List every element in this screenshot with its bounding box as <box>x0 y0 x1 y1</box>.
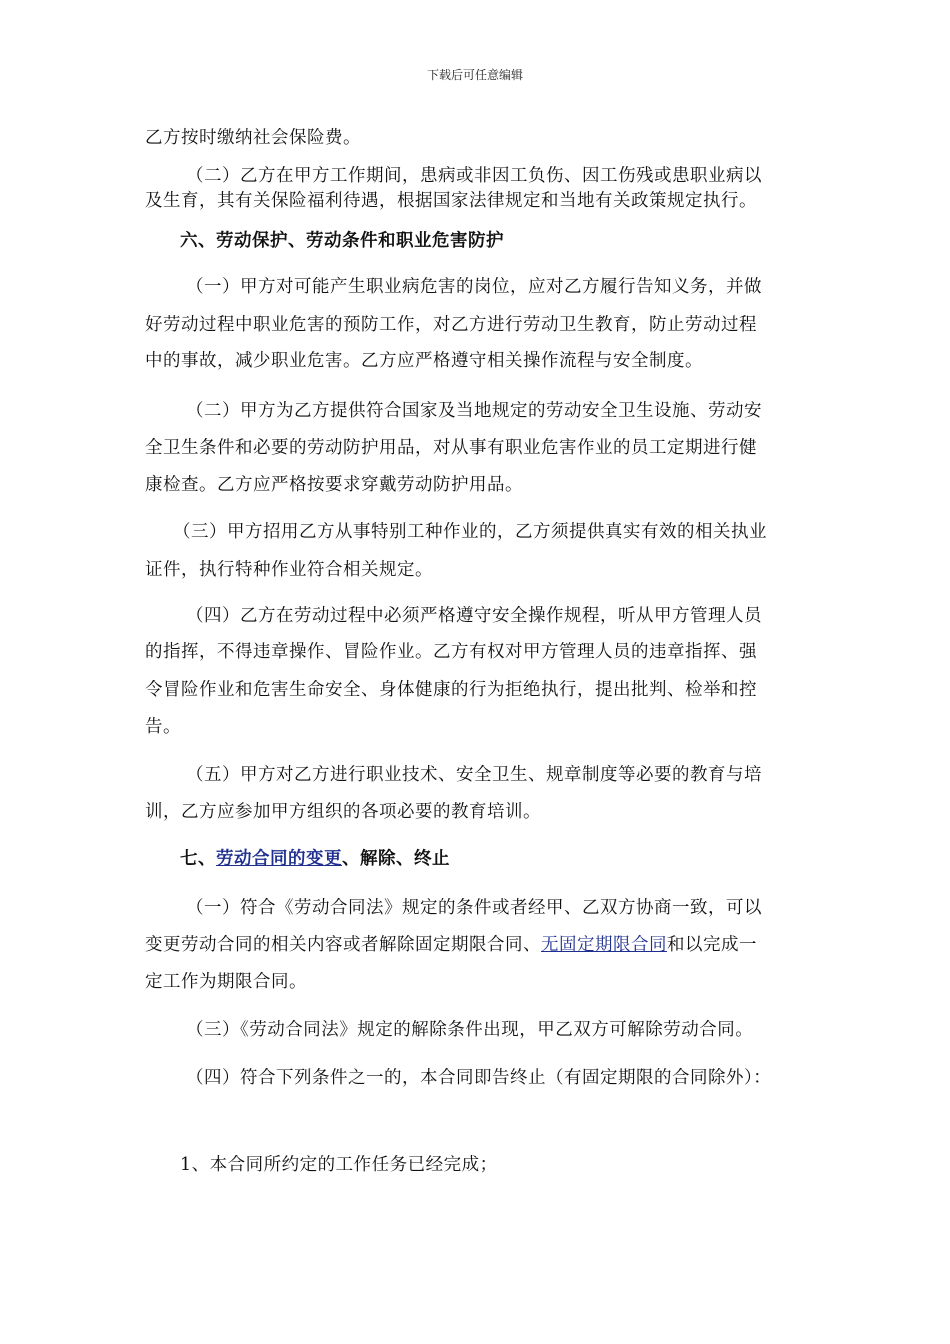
contract-change-link[interactable]: 劳动合同的变更 <box>216 849 342 869</box>
paragraph-line: （四）符合下列条件之一的，本合同即告终止（有固定期限的合同除外）： <box>186 1068 772 1088</box>
paragraph-line: 告。 <box>145 717 181 737</box>
paragraph-line: （一）符合《劳动合同法》规定的条件或者经甲、乙双方协商一致，可以 <box>186 898 762 918</box>
heading-suffix: 、解除、终止 <box>342 849 450 869</box>
paragraph-line: （三）甲方招用乙方从事特别工种作业的，乙方须提供真实有效的相关执业 <box>173 522 767 542</box>
paragraph-line: （一）甲方对可能产生职业病危害的岗位，应对乙方履行告知义务，并做 <box>186 277 762 297</box>
text-segment: 和以完成一 <box>667 935 757 955</box>
paragraph-line: （五）甲方对乙方进行职业技术、安全卫生、规章制度等必要的教育与培 <box>186 765 762 785</box>
page-header: 下载后可任意编辑 <box>426 68 523 82</box>
paragraph-line: （三）《劳动合同法》规定的解除条件出现，甲乙双方可解除劳动合同。 <box>186 1020 754 1040</box>
paragraph-line: 的指挥，不得违章操作、冒险作业。乙方有权对甲方管理人员的违章指挥、强 <box>145 642 757 662</box>
section-heading-6: 六、劳动保护、劳动条件和职业危害防护 <box>180 231 504 251</box>
paragraph-line: 及生育，其有关保险福利待遇，根据国家法律规定和当地有关政策规定执行。 <box>145 191 757 211</box>
paragraph-line: 定工作为期限合同。 <box>145 972 307 992</box>
open-ended-contract-link[interactable]: 无固定期限合同 <box>541 935 667 955</box>
paragraph-line: 乙方按时缴纳社会保险费。 <box>145 128 361 148</box>
paragraph-line: （二）甲方为乙方提供符合国家及当地规定的劳动安全卫生设施、劳动安 <box>186 401 762 421</box>
paragraph-line <box>145 931 757 956</box>
paragraph-line: （二）乙方在甲方工作期间，患病或非因工负伤、因工伤残或患职业病以 <box>186 166 762 186</box>
paragraph-line: 好劳动过程中职业危害的预防工作，对乙方进行劳动卫生教育，防止劳动过程 <box>145 315 757 335</box>
paragraph-line: 令冒险作业和危害生命安全、身体健康的行为拒绝执行，提出批判、检举和控 <box>145 680 757 700</box>
paragraph-line: （四）乙方在劳动过程中必须严格遵守安全操作规程，听从甲方管理人员 <box>186 606 762 626</box>
text-segment: 变更劳动合同的相关内容或者解除固定期限合同、 <box>145 935 541 955</box>
paragraph-line: 康检查。乙方应严格按要求穿戴劳动防护用品。 <box>145 475 523 495</box>
paragraph-line: 训，乙方应参加甲方组织的各项必要的教育培训。 <box>145 802 541 822</box>
list-item: 1、本合同所约定的工作任务已经完成； <box>180 1155 498 1175</box>
paragraph-line: 证件，执行特种作业符合相关规定。 <box>145 560 433 580</box>
heading-prefix: 七、 <box>180 849 216 869</box>
section-heading-7 <box>180 845 450 870</box>
paragraph-line: 全卫生条件和必要的劳动防护用品，对从事有职业危害作业的员工定期进行健 <box>145 438 757 458</box>
paragraph-line: 中的事故，减少职业危害。乙方应严格遵守相关操作流程与安全制度。 <box>145 351 703 371</box>
